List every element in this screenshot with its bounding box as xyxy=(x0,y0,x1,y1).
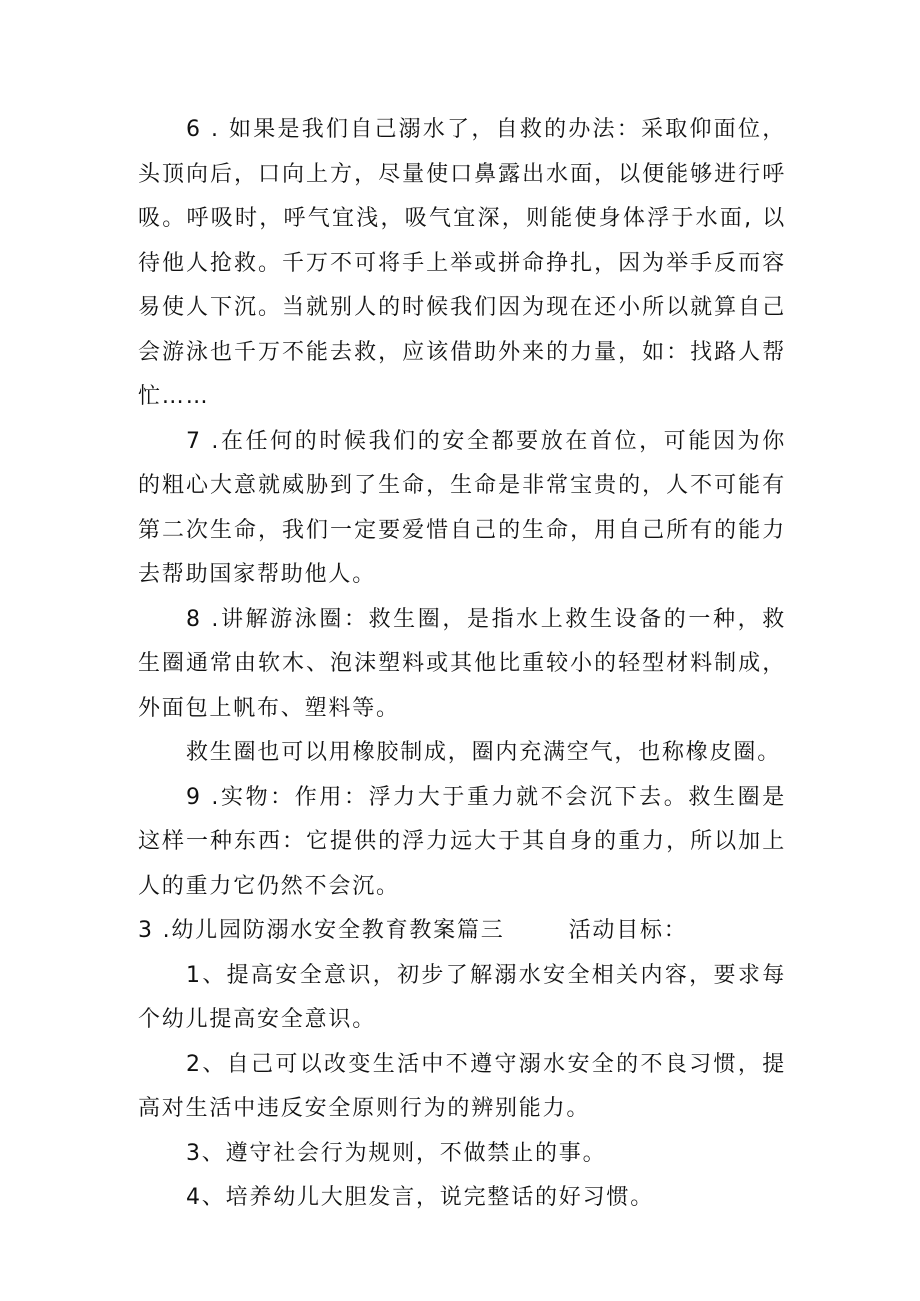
section-title: 3 .幼儿园防溺水安全教育教案篇三 xyxy=(138,918,505,943)
section-subtitle: 活动目标： xyxy=(568,918,688,943)
document-body xyxy=(138,108,786,1221)
paragraph-rubber-ring: 救生圈也可以用橡胶制成，圈内充满空气，也称橡皮圈。 xyxy=(186,740,782,765)
paragraph-swim-ring: 8 .讲解游泳圈：救生圈，是指水上救生设备的一种，救生圈通常由软木、泡沫塑料或其他比重较小的轻型材料制成，外面包上帆布、塑料等。 xyxy=(138,606,786,721)
goal-item: 2、自己可以改变生活中不遵守溺水安全的不良习惯，提高对生活中违反安全原则行为的辨别能力。 xyxy=(138,1051,786,1121)
paragraph-buoyancy: 9 .实物：作用：浮力大于重力就不会沉下去。救生圈是这样一种东西：它提供的浮力远大于其自身的重力，所以加上人的重力它仍然不会沉。 xyxy=(138,784,786,899)
goal-item: 1、提高安全意识，初步了解溺水安全相关内容，要求每个幼儿提高安全意识。 xyxy=(138,962,786,1032)
goal-item: 3、遵守社会行为规则，不做禁止的事。 xyxy=(186,1140,607,1166)
paragraph-safety-first: 7 .在任何的时候我们的安全都要放在首位，可能因为你的粗心大意就威胁到了生命，生命是非常宝贵的，人不可能有第二次生命，我们一定要爱惜自己的生命，用自己所有的能力去帮助国家帮助他人。 xyxy=(138,428,786,587)
goal-item: 4、培养幼儿大胆发言，说完整话的好习惯。 xyxy=(186,1185,654,1210)
section-heading xyxy=(138,909,786,954)
paragraph-self-rescue: 6 . 如果是我们自己溺水了，自救的办法：采取仰面位，头顶向后，口向上方，尽量使口鼻露出水面，以便能够进行呼吸。呼吸时，呼气宜浅，吸气宜深，则能使身体浮于水面, 以待他人抢救。千万不可将手上举或拼命挣扎，因为举手反而容易使人下沉。当就别人的时候我们因为现在还小所以就算自己会游泳也千万不能去救，应该借助外来的力量，如：找路人帮忙…… xyxy=(138,117,786,409)
